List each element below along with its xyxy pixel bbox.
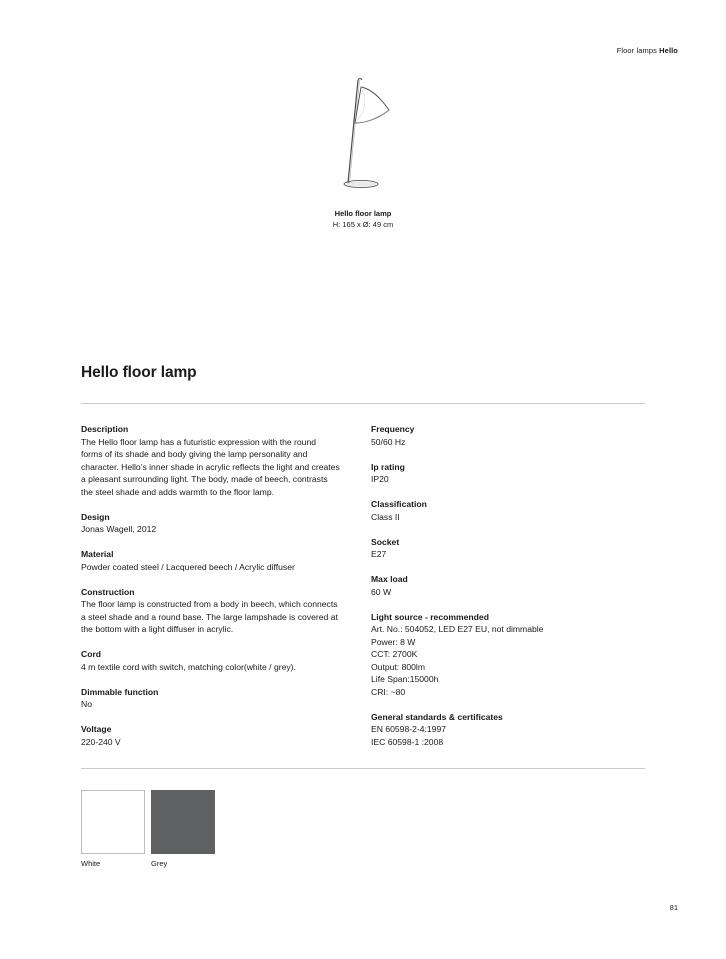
spec-cord bbox=[81, 648, 361, 673]
lamp-shade bbox=[355, 87, 389, 123]
caption-title: Hello floor lamp bbox=[334, 209, 392, 218]
swatch-label-grey: Grey bbox=[151, 859, 168, 868]
spec-label: Max load bbox=[371, 574, 408, 584]
spec-label: Light source - recommended bbox=[371, 611, 489, 622]
spec-text-line: Jonas Wagell, 2012 bbox=[81, 524, 157, 534]
spec-classification bbox=[371, 498, 651, 523]
spec-material bbox=[81, 548, 361, 573]
spec-value: EN 60598-2-4:1997 bbox=[371, 724, 447, 734]
spec-value: E27 bbox=[371, 549, 387, 559]
spec-value: 60 W bbox=[371, 586, 392, 597]
spec-light-source bbox=[371, 611, 651, 699]
spec-text-line: 4 m textile cord with switch, matching color(white / grey). bbox=[81, 661, 296, 672]
spec-description bbox=[81, 423, 361, 498]
spec-text-line: a pleasant surrounding light. The body, made of beech, contrasts bbox=[81, 474, 328, 484]
breadcrumb-product: Hello bbox=[659, 46, 678, 55]
spec-design bbox=[81, 511, 361, 536]
spec-socket bbox=[371, 536, 651, 561]
page-title: Hello floor lamp bbox=[81, 364, 197, 381]
spec-label: Voltage bbox=[81, 724, 112, 734]
spec-value: Output: 800lm bbox=[371, 661, 425, 672]
spec-text-line: 220-240 V bbox=[81, 736, 121, 747]
lamp-arm bbox=[358, 79, 362, 81]
spec-value: IP20 bbox=[371, 474, 389, 484]
spec-label: Cord bbox=[81, 649, 102, 659]
spec-value: 50/60 Hz bbox=[371, 436, 406, 447]
spec-text-line: the steel shade and adds warmth to the floor lamp. bbox=[81, 486, 274, 497]
spec-text-line: a steel shade and a round base. The large lampshade is covered at bbox=[81, 611, 338, 622]
spec-dimmable bbox=[81, 686, 361, 711]
spec-label: Design bbox=[81, 511, 110, 522]
spec-label: Description bbox=[81, 424, 129, 434]
spec-value: CRI: ~80 bbox=[371, 686, 406, 697]
spec-label: Material bbox=[81, 549, 114, 559]
spec-label: Classification bbox=[371, 499, 427, 509]
spec-value: CCT: 2700K bbox=[371, 649, 418, 659]
spec-voltage bbox=[81, 723, 361, 748]
spec-frequency bbox=[371, 423, 651, 448]
spec-max-load bbox=[371, 573, 651, 598]
divider-bottom bbox=[81, 768, 645, 769]
swatch-white bbox=[81, 790, 145, 854]
caption-dimensions: H: 165 x Ø: 49 cm bbox=[332, 220, 394, 229]
spec-label: Socket bbox=[371, 536, 400, 547]
spec-value: Power: 8 W bbox=[371, 636, 416, 647]
swatch-label-white: White bbox=[81, 859, 101, 868]
breadcrumb bbox=[617, 46, 678, 55]
spec-label: Dimmable function bbox=[81, 686, 159, 697]
spec-text-line: character. Hello’s inner shade in acrylic reflects the light and creates bbox=[81, 461, 340, 472]
spec-value: Life Span:15000h bbox=[371, 674, 439, 684]
lamp-pole bbox=[348, 80, 358, 183]
spec-label: General standards & certificates bbox=[371, 711, 503, 722]
spec-label: Ip rating bbox=[371, 461, 405, 472]
spec-standards bbox=[371, 711, 651, 749]
spec-label: Construction bbox=[81, 586, 135, 597]
spec-text-line: The Hello floor lamp has a futuristic expression with the round bbox=[81, 436, 317, 447]
floor-lamp-illustration bbox=[320, 74, 406, 198]
divider-top bbox=[81, 403, 645, 404]
page-number: 81 bbox=[669, 903, 678, 912]
spec-text-line: No bbox=[81, 699, 92, 709]
spec-label: Frequency bbox=[371, 424, 415, 434]
specs-left-column bbox=[81, 423, 361, 761]
spec-text-line: Powder coated steel / Lacquered beech / Acrylic diffuser bbox=[81, 561, 295, 572]
spec-value: Art. No.: 504052, LED E27 EU, not dimmable bbox=[371, 624, 544, 634]
spec-value: IEC 60598-1 :2008 bbox=[371, 736, 444, 747]
spec-text-line: forms of its shade and body giving the lamp personality and bbox=[81, 449, 308, 459]
breadcrumb-category: Floor lamps bbox=[616, 46, 657, 55]
spec-ip-rating bbox=[371, 461, 651, 486]
product-caption bbox=[263, 208, 463, 230]
spec-value: Class II bbox=[371, 511, 400, 522]
specs-right-column bbox=[371, 423, 651, 761]
swatch-grey bbox=[151, 790, 215, 854]
spec-construction bbox=[81, 586, 361, 636]
spec-text-line: The floor lamp is constructed from a body in beech, which connects bbox=[81, 599, 338, 609]
spec-text-line: the bottom with a light diffuser in acrylic. bbox=[81, 624, 234, 634]
